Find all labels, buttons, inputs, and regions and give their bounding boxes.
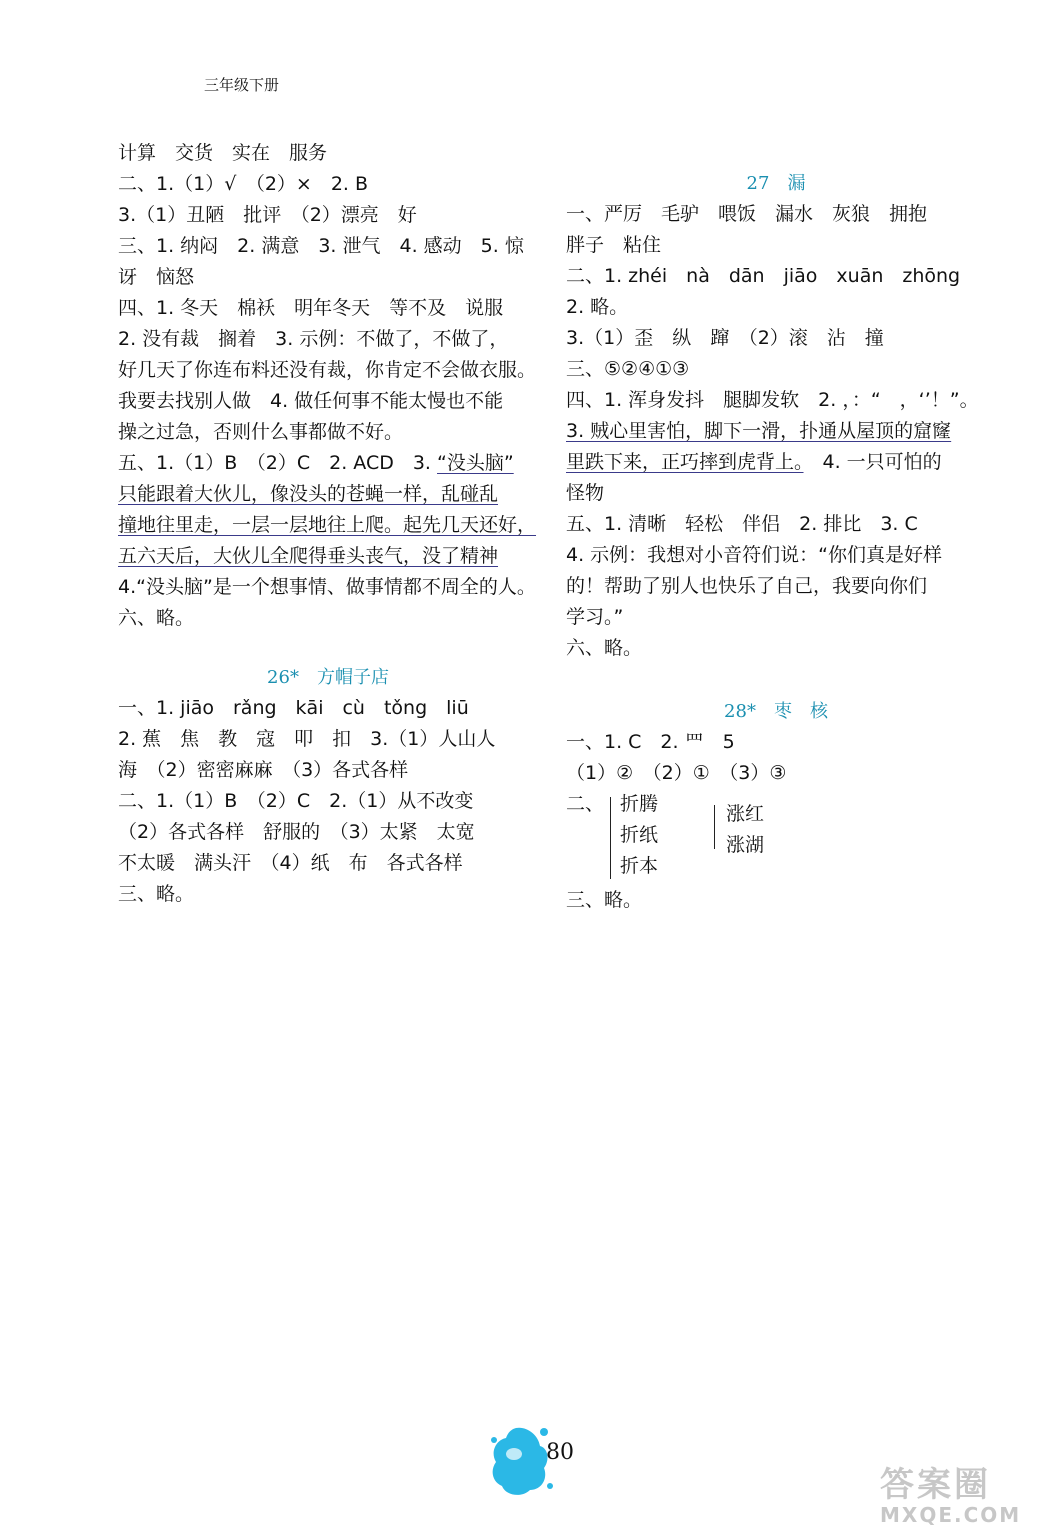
answer-line: 三、略。: [566, 889, 643, 911]
answer-line: 二、1. zhéi nà dān jiāo xuān zhōng: [566, 265, 961, 287]
watermark-url: MXQE.COM: [880, 1503, 1022, 1527]
answer-line: 我要去找别人做 4. 做任何事不能太慢也不能: [118, 390, 504, 412]
answer-line: 四、1. 浑身发抖 腿脚发软 2. ，：“ ，‘’！”。: [566, 389, 979, 411]
underlined-quote: “没头脑”: [437, 452, 514, 474]
word-group: [566, 789, 986, 885]
answer-line: 计算 交货 实在 服务: [118, 142, 328, 164]
answer-line: 3.（1）丑陋 批评 （2）漂亮 好: [118, 204, 417, 226]
answer-line: [118, 510, 538, 541]
answer-line: 2. 略。: [566, 296, 629, 318]
group-item: 涨湖: [726, 834, 765, 856]
answer-text: 4. 一只可怕的: [803, 451, 942, 473]
spacer: [566, 664, 986, 680]
page-number: 80: [546, 1440, 574, 1465]
underlined-quote: 五六天后，大伙儿全爬得垂头丧气，没了精神: [118, 545, 499, 567]
answer-line: [566, 416, 986, 447]
group-label: 二、: [566, 793, 605, 815]
section-title: 27 漏: [746, 173, 806, 194]
answer-line: （2）各式各样 舒服的 （3）太紧 太宽: [118, 821, 475, 843]
answer-line: 不太暖 满头汗 （4）纸 布 各式各样: [118, 852, 463, 874]
answer-line: 4. 示例：我想对小音符们说：“你们真是好样: [566, 544, 943, 566]
answer-line: 一、1. C 2. 罒 5: [566, 731, 735, 753]
answer-line: 六、略。: [566, 637, 643, 659]
group-list: [726, 799, 764, 861]
answer-line: [118, 541, 538, 572]
answer-line: 一、1. jiāo rǎng kāi cù tǒng liū: [118, 697, 469, 719]
answer-line: 三、⑤②④①③: [566, 358, 690, 380]
answer-text: 五、1.（1）B （2）C 2. ACD 3.: [118, 452, 438, 474]
answer-line: 海 （2）密密麻麻 （3）各式各样: [118, 759, 409, 781]
group-item: 折腾: [620, 793, 659, 815]
section-title: 28* 枣 核: [724, 701, 828, 722]
answer-line: 学习。”: [566, 606, 624, 628]
section-title: 26* 方帽子店: [267, 667, 389, 688]
underlined-quote: 撞地往里走，一层一层地往上爬。起先几天还好，: [118, 514, 537, 536]
spacer: [118, 634, 538, 648]
answer-line: 的！帮助了别人也快乐了自己，我要向你们: [566, 575, 928, 597]
answer-line: 讶 恼怒: [118, 266, 195, 288]
group-item: 涨红: [726, 803, 765, 825]
answer-line: 3.（1）歪 纵 蹿 （2）滚 沾 撞: [566, 327, 884, 349]
answer-line: 五、1. 清晰 轻松 伴侣 2. 排比 3. C: [566, 513, 918, 535]
group-list: [620, 789, 658, 882]
answer-line: 二、1.（1）B （2）C 2.（1）从不改变: [118, 790, 474, 812]
underlined-quote: 里跌下来，正巧摔到虎背上。: [566, 451, 804, 473]
answer-line: 2. 没有裁 搁着 3. 示例：不做了，不做了，: [118, 328, 509, 350]
answer-line: （1）② （2）① （3）③: [566, 762, 787, 784]
group-item: 折纸: [620, 824, 659, 846]
answer-line: 三、1. 纳闷 2. 满意 3. 泄气 4. 感动 5. 惊: [118, 235, 524, 257]
answer-line: 好几天了你连布料还没有裁，你肯定不会做衣服。: [118, 359, 537, 381]
right-column: [566, 168, 986, 916]
group-item: 折本: [620, 855, 659, 877]
brace-line: [610, 797, 619, 879]
spacer: [118, 648, 538, 662]
answer-line: [118, 479, 538, 510]
answer-line: 四、1. 冬天 棉袄 明年冬天 等不及 说服: [118, 297, 504, 319]
brace-line: [714, 805, 723, 849]
underlined-quote: 3. 贼心里害怕，脚下一滑，扑通从屋顶的窟窿: [566, 420, 952, 442]
answer-line: [566, 447, 986, 478]
left-column: [118, 138, 538, 910]
answer-line: 胖子 粘住: [566, 234, 662, 256]
watermark-logo: [880, 1466, 1050, 1530]
answer-line: 二、1.（1）√ （2）× 2. B: [118, 173, 369, 195]
spacer: [566, 680, 986, 696]
answer-line: 三、略。: [118, 883, 195, 905]
answer-line: 2. 蕉 焦 教 寇 叩 扣 3.（1）人山人: [118, 728, 496, 750]
answer-line: 怪物: [566, 482, 605, 504]
answer-line: 4.“没头脑”是一个想事情、做事情都不周全的人。: [118, 576, 536, 598]
answer-line: 一、严厉 毛驴 喂饭 漏水 灰狼 拥抱: [566, 203, 928, 225]
answer-line: 六、略。: [118, 607, 195, 629]
running-header: 三年级下册: [204, 76, 280, 94]
watermark-text: 答案圈: [880, 1465, 991, 1505]
answer-line: [118, 448, 538, 479]
underlined-quote: 只能跟着大伙儿，像没头的苍蝇一样，乱碰乱: [118, 483, 499, 505]
answer-line: 操之过急，否则什么事都做不好。: [118, 421, 404, 443]
